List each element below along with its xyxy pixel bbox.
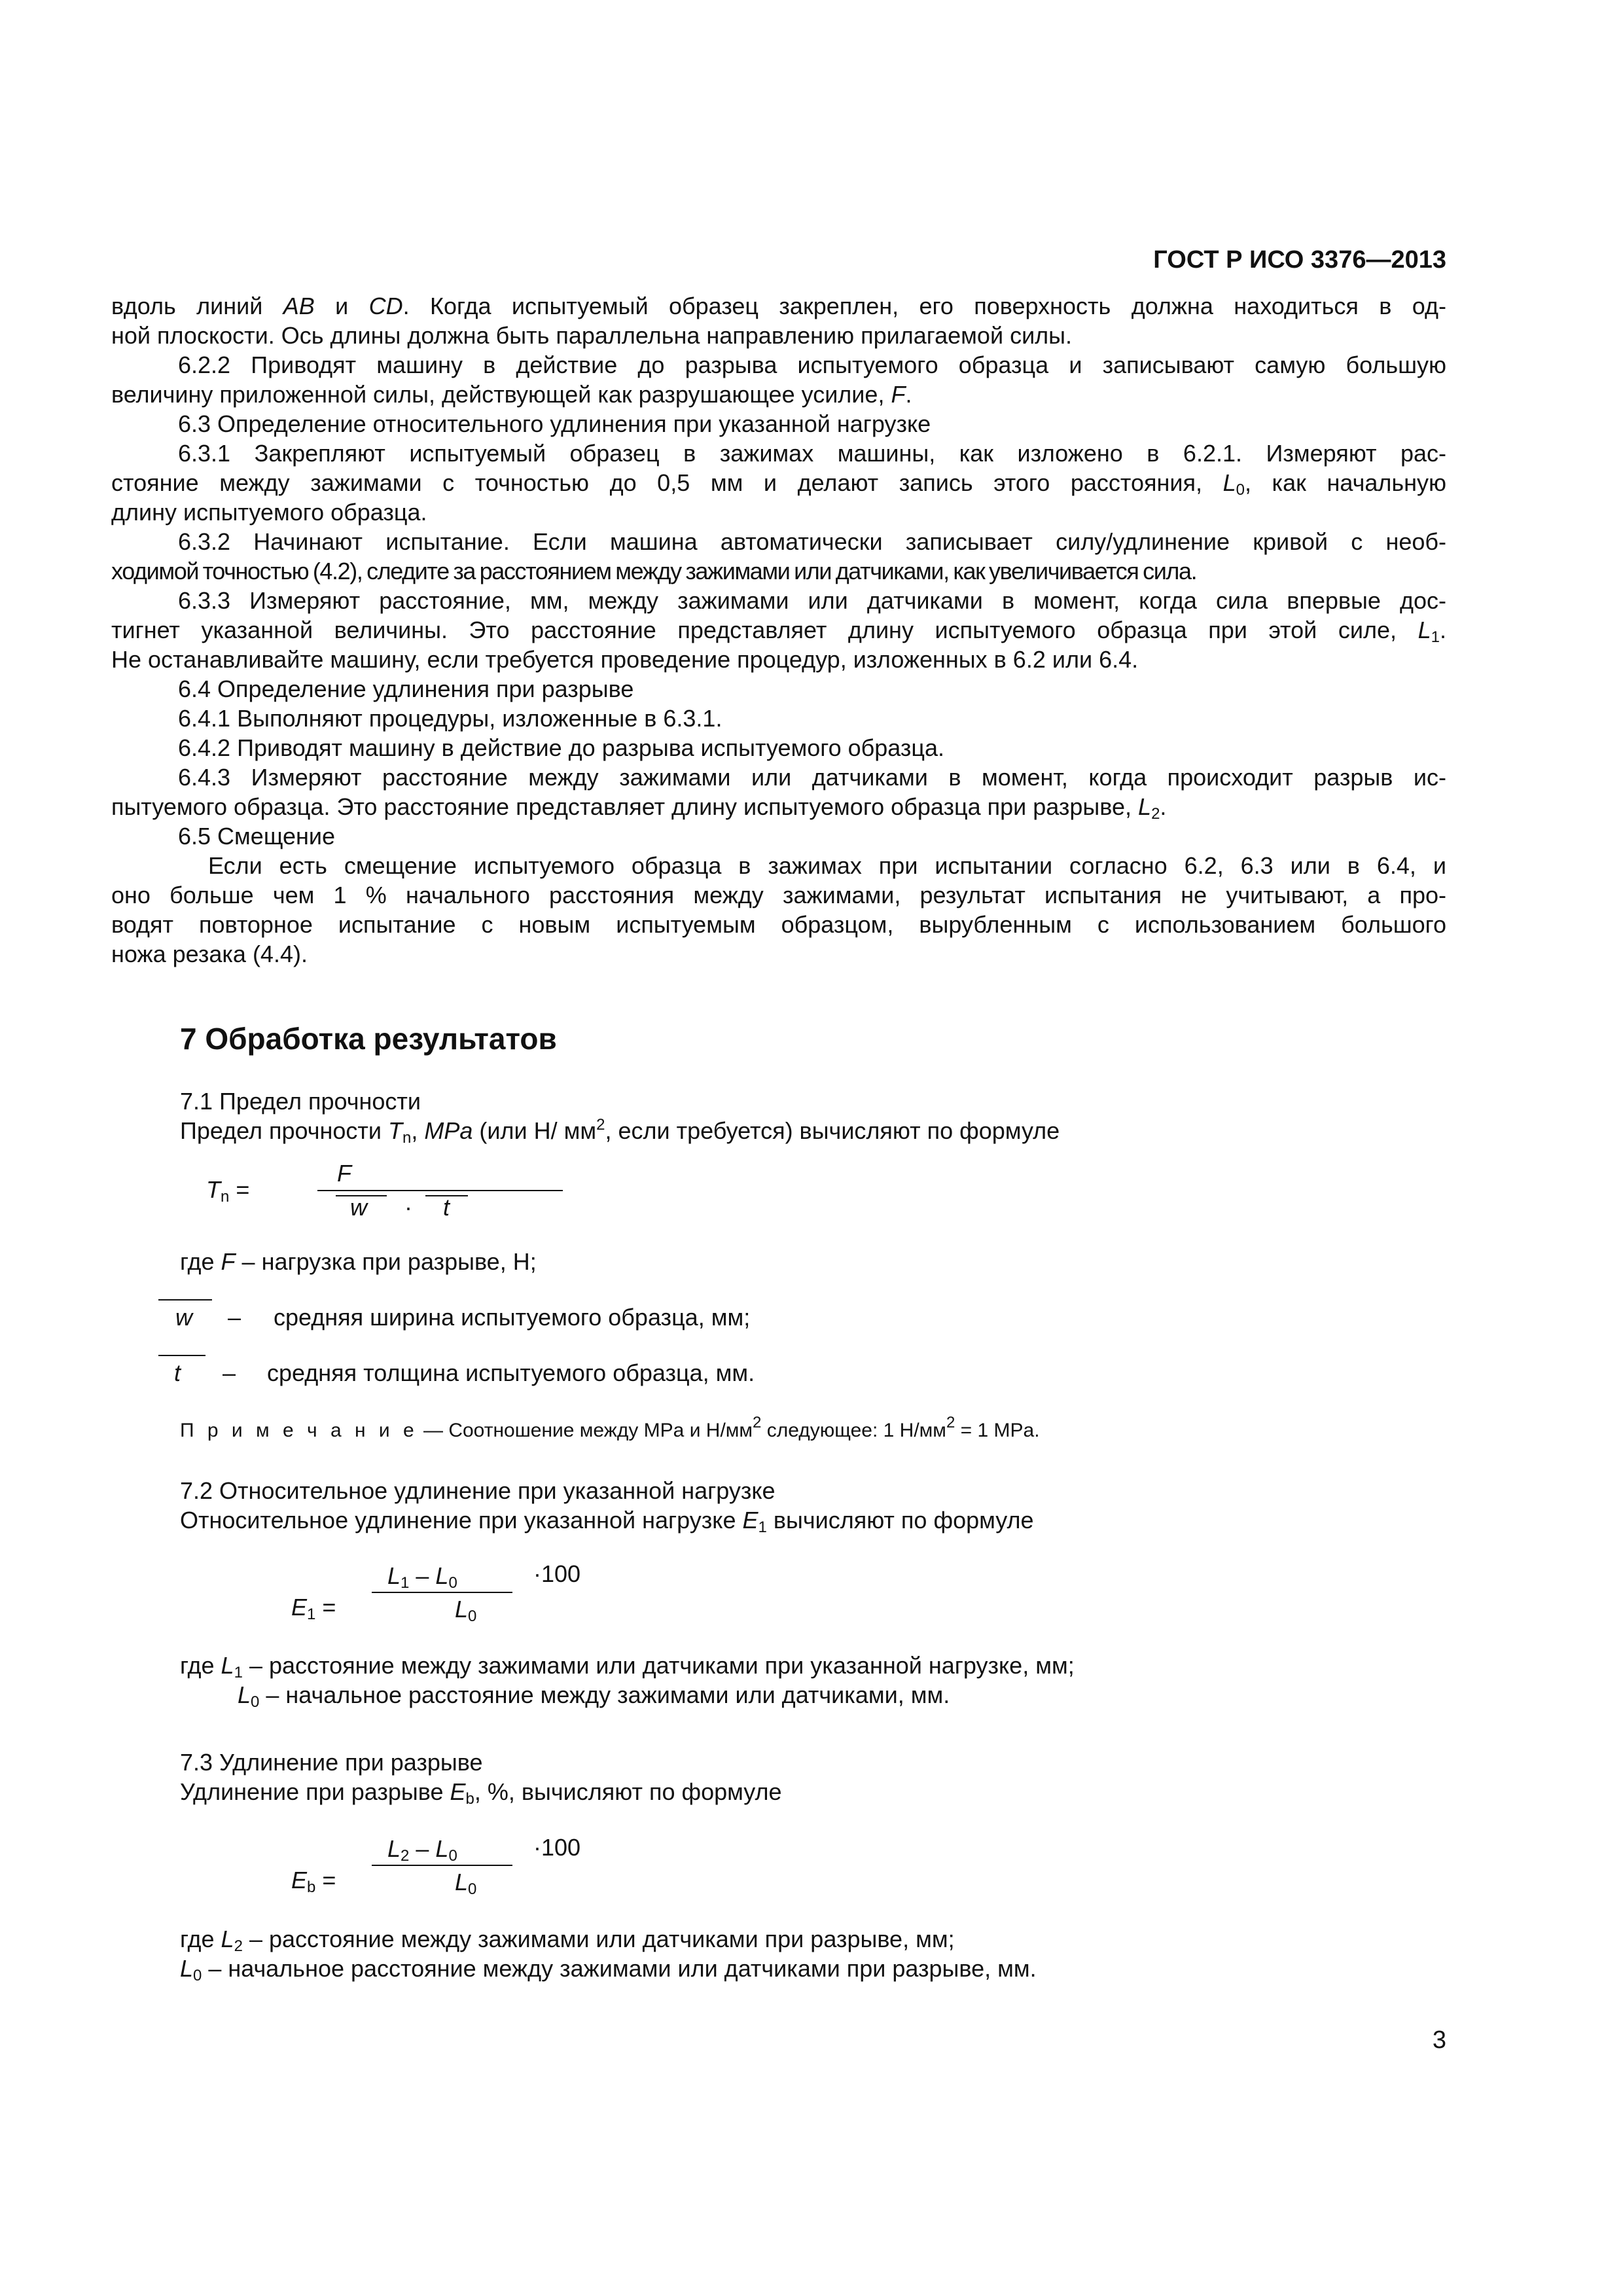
paragraph-line: водят повторное испытание с новым испытуемым образцом, вырубленным с использованием большого bbox=[111, 911, 1446, 938]
w-dash: – bbox=[228, 1304, 241, 1331]
formula-2-numerator: $L_1 - L_0$ bbox=[387, 1562, 457, 1592]
paragraph-6-4-3: 6.4.3 Измеряют расстояние между зажимами или датчиками в момент, когда происходит разрыв ис- bbox=[178, 764, 1446, 791]
paragraph-6-2-2: 6.2.2 Приводят машину в действие до разрыва испытуемого образца и записывают самую большую bbox=[178, 351, 1446, 378]
document-header: ГОСТ Р ИСО 3376—2013 bbox=[1153, 246, 1446, 274]
formula-3-numerator: $L_2 - L_0$ bbox=[387, 1835, 457, 1865]
paragraph-6-3-1: 6.3.1 Закрепляют испытуемый образец в зажимах машины, как изложено в 6.2.1. Измеряют рас- bbox=[178, 440, 1446, 467]
text-7-1: Предел прочности $T_n$, MPa (или Н/ $мм^2$, если требуется) вычисляют по формуле bbox=[180, 1116, 1060, 1147]
paragraph-line: вдоль линий AB и CD. Когда испытуемый образец закреплен, его поверхность должна находиться в од- bbox=[111, 293, 1446, 319]
heading-7-1: 7.1 Предел прочности bbox=[180, 1088, 421, 1115]
paragraph-6-4-2: 6.4.2 Приводят машину в действие до разрыва испытуемого образца. bbox=[178, 734, 945, 761]
paragraph-6-4-1: 6.4.1 Выполняют процедуры, изложенные в 6.3.1. bbox=[178, 705, 722, 732]
paragraph-line: величину приложенной силы, действующей как разрушающее усилие, F. bbox=[111, 381, 912, 408]
paragraph-6-3-3: 6.3.3 Измеряют расстояние, мм, между зажимами или датчиками в момент, когда сила впервые дос- bbox=[178, 587, 1446, 614]
paragraph-line: стояние между зажимами с точностью до 0,5 мм и делают запись этого расстояния, $L_0$, как начальную bbox=[111, 469, 1446, 499]
w-symbol: w bbox=[175, 1304, 192, 1331]
paragraph-6-5: Если есть смещение испытуемого образца в зажимах при испытании согласно 6.2, 6.3 или в 6.4, и bbox=[208, 852, 1446, 879]
formula-2-lhs: $E_1$ = bbox=[291, 1594, 336, 1623]
formula-1-w: w bbox=[350, 1194, 367, 1221]
formula-1-lhs: $T_n$ = bbox=[206, 1176, 250, 1206]
formula-1-dot: · bbox=[404, 1194, 412, 1221]
heading-6-4: 6.4 Определение удлинения при разрыве bbox=[178, 675, 634, 702]
page-number: 3 bbox=[1432, 2026, 1446, 2054]
t-description: средняя толщина испытуемого образца, мм. bbox=[267, 1359, 755, 1386]
formula-3-denominator: $L_0$ bbox=[455, 1869, 477, 1898]
paragraph-6-3-2: 6.3.2 Начинают испытание. Если машина автоматически записывает силу/удлинение кривой с необ- bbox=[178, 528, 1446, 555]
where-L0: $L_0$ – начальное расстояние между зажимами или датчиками, мм. bbox=[238, 1681, 950, 1711]
formula-3-lhs: $E_b$ = bbox=[291, 1867, 336, 1896]
w-description: средняя ширина испытуемого образца, мм; bbox=[274, 1304, 751, 1331]
formula-2-denominator: $L_0$ bbox=[455, 1596, 477, 1625]
paragraph-line: ной плоскости. Ось длины должна быть параллельна направлению прилагаемой силы. bbox=[111, 322, 1073, 349]
heading-6-3: 6.3 Определение относительного удлинения при указанной нагрузке bbox=[178, 410, 931, 437]
text-7-2: Относительное удлинение при указанной нагрузке $E_1$ вычисляют по формуле bbox=[180, 1507, 1034, 1536]
t-symbol: t bbox=[174, 1359, 181, 1386]
t-dash: – bbox=[223, 1359, 236, 1386]
formula-1-fraction-bar bbox=[317, 1190, 563, 1191]
where-L1: где $L_1$ – расстояние между зажимами или датчиками при указанной нагрузке, мм; bbox=[180, 1652, 1075, 1681]
where-F: где F – нагрузка при разрыве, Н; bbox=[180, 1248, 537, 1275]
where-L2: где $L_2$ – расстояние между зажимами или датчиками при разрыве, мм; bbox=[180, 1926, 955, 1955]
paragraph-line: ножа резака (4.4). bbox=[111, 941, 308, 967]
section-6-body bbox=[111, 291, 1446, 969]
w-overbar bbox=[158, 1299, 212, 1300]
section-7-title: 7 Обработка результатов bbox=[180, 1022, 557, 1056]
paragraph-line: ходимой точностью (4.2), следите за расстоянием между зажимами или датчиками, как увеличивается сила. bbox=[111, 558, 1197, 584]
paragraph-line: оно больше чем 1 % начального расстояния между зажимами, результат испытания не учитывают, а про- bbox=[111, 882, 1446, 908]
heading-6-5: 6.5 Смещение bbox=[178, 823, 336, 850]
where-L0-break: $L_0$ – начальное расстояние между зажимами или датчиками при разрыве, мм. bbox=[180, 1955, 1037, 1984]
formula-3-multiplier: ·100 bbox=[533, 1834, 581, 1861]
formula-2-multiplier: ·100 bbox=[533, 1560, 581, 1587]
note: П р и м е ч а н и е — Соотношение между MPa и $Н/мм^2$ следующее: 1 $Н/мм^2 = 1$ MPa. bbox=[180, 1414, 1040, 1441]
formula-1-t: t bbox=[443, 1194, 450, 1221]
paragraph-line: тигнет указанной величины. Это расстояние представляет длину испытуемого образца при этой силе, $L_1$. bbox=[111, 617, 1446, 646]
formula-2-fraction-bar bbox=[372, 1592, 512, 1593]
text-7-3: Удлинение при разрыве $E_b$, %, вычисляют по формуле bbox=[180, 1778, 782, 1808]
heading-7-3: 7.3 Удлинение при разрыве bbox=[180, 1749, 483, 1776]
paragraph-line: длину испытуемого образца. bbox=[111, 499, 427, 526]
paragraph-line: пытуемого образца. Это расстояние представляет длину испытуемого образца при разрыве, $L_2$. bbox=[111, 793, 1167, 823]
formula-1-numerator: F bbox=[337, 1160, 351, 1187]
paragraph-line: Не останавливайте машину, если требуется проведение процедур, изложенных в 6.2 или 6.4. bbox=[111, 646, 1139, 673]
formula-3-fraction-bar bbox=[372, 1865, 512, 1866]
t-overbar bbox=[158, 1355, 205, 1356]
heading-7-2: 7.2 Относительное удлинение при указанной нагрузке bbox=[180, 1477, 776, 1504]
